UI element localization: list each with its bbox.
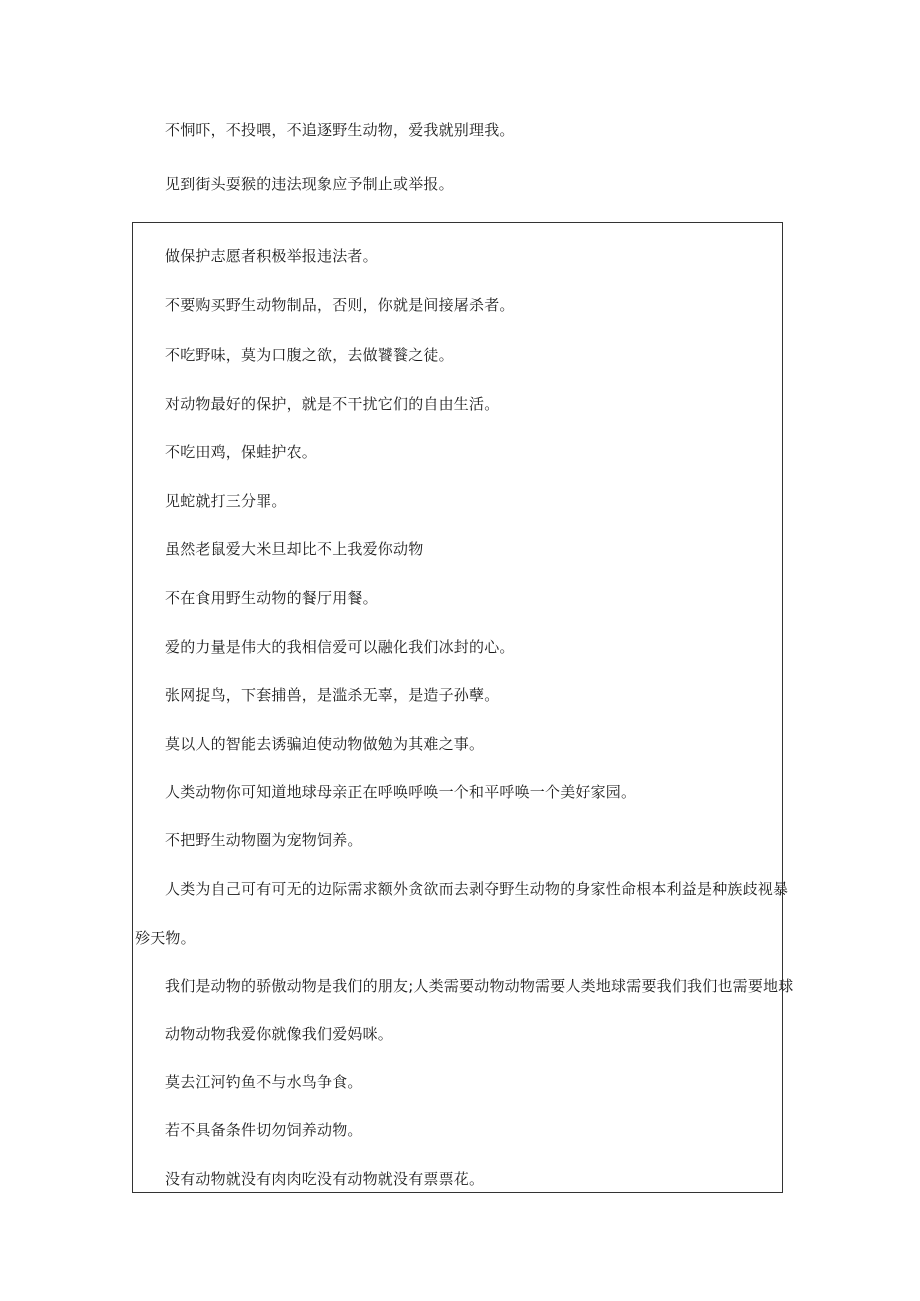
box-line-5: 不吃田鸡，保蛙护农。	[165, 443, 318, 461]
box-line-13: 不把野生动物圈为宠物饲养。	[165, 831, 363, 849]
box-line-17: 若不具备条件切勿饲养动物。	[165, 1121, 363, 1139]
box-line-10: 张网捉鸟，下套捕兽，是滥杀无辜，是造子孙孽。	[165, 686, 500, 704]
bordered-content-box	[132, 222, 783, 1193]
box-line-16: 莫去江河钓鱼不与水鸟争食。	[165, 1073, 363, 1091]
box-line-6: 见蛇就打三分罪。	[165, 492, 287, 510]
box-line-2: 不要购买野生动物制品，否则，你就是间接屠杀者。	[165, 296, 515, 314]
box-line-3: 不吃野味，莫为口腹之欲，去做饕餮之徒。	[165, 346, 454, 364]
box-line-4: 对动物最好的保护，就是不干扰它们的自由生活。	[165, 395, 500, 413]
box-line-7: 虽然老鼠爱大米旦却比不上我爱你动物	[165, 540, 424, 558]
box-line-1: 做保护志愿者积极举报违法者。	[165, 247, 378, 265]
box-line-18: 没有动物就没有肉肉吃没有动物就没有票票花。	[165, 1170, 485, 1188]
intro-line-2: 见到街头耍猴的违法现象应予制止或举报。	[165, 175, 454, 193]
box-line-9: 爱的力量是伟大的我相信爱可以融化我们冰封的心。	[165, 638, 515, 656]
box-line-12: 人类动物你可知道地球母亲正在呼唤呼唤一个和平呼唤一个美好家园。	[165, 783, 637, 801]
box-line-15: 我们是动物的骄傲动物是我们的朋友;人类需要动物动物需要人类地球需要我们我们也需要地球	[165, 977, 794, 995]
box-line-14: 人类为自己可有可无的边际需求额外贪欲而去剥夺野生动物的身家性命根本利益是种族歧视暴	[165, 880, 789, 898]
box-line-15-continued: 动物动物我爱你就像我们爱妈咪。	[165, 1025, 394, 1043]
box-line-8: 不在食用野生动物的餐厅用餐。	[165, 589, 378, 607]
box-line-11: 莫以人的智能去诱骗迫使动物做勉为其难之事。	[165, 735, 485, 753]
box-line-14-continued: 殄天物。	[135, 929, 196, 947]
intro-line-1: 不恫吓，不投喂，不追逐野生动物，爱我就别理我。	[165, 121, 515, 139]
